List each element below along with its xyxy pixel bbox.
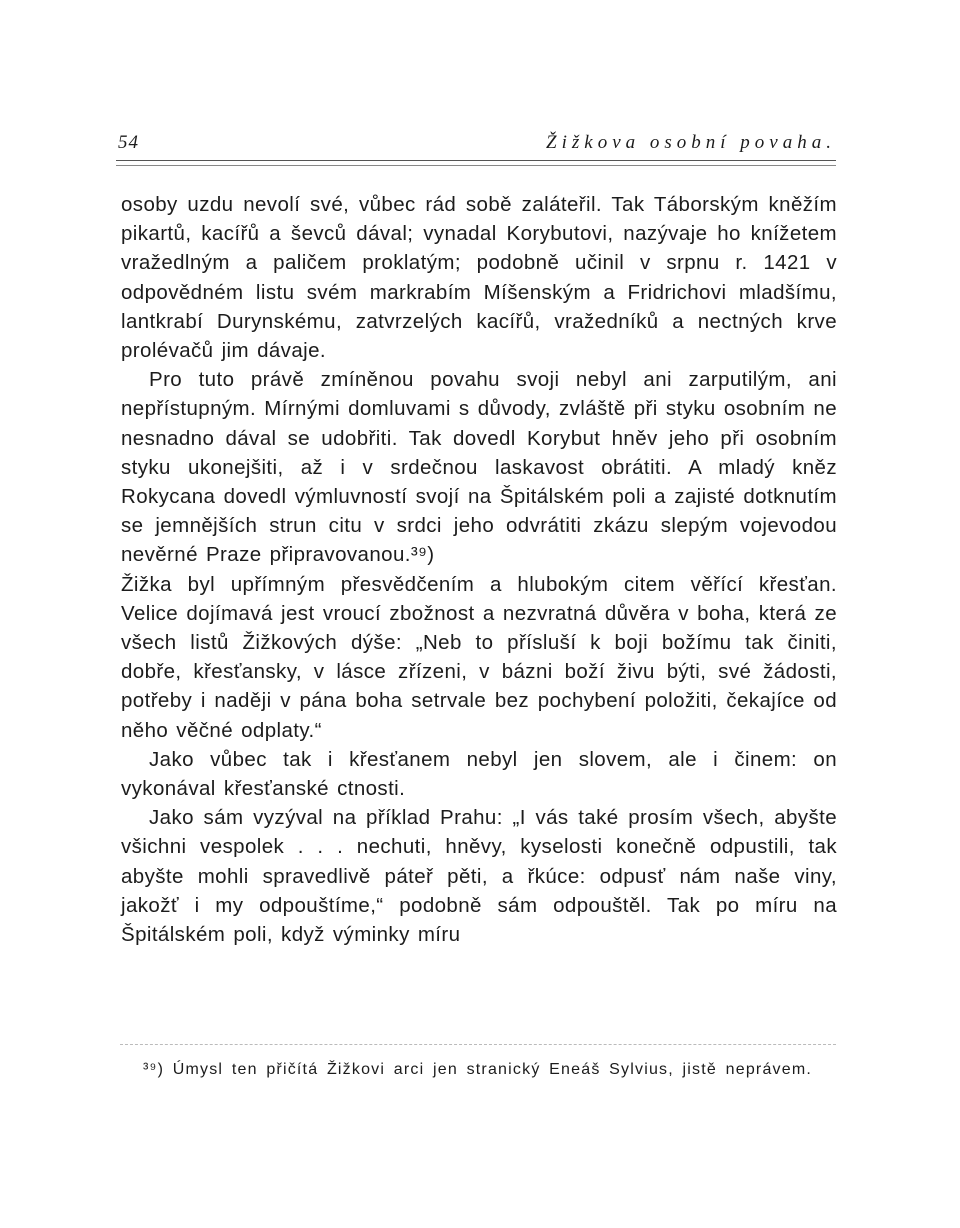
footnote (121, 1058, 837, 1082)
footnote-text: ³⁹) Úmysl ten přičítá Žižkovi arci jen stranický Eneáš Sylvius, jistě neprávem. (143, 1061, 813, 1078)
footnote-rule (120, 1044, 836, 1045)
paragraph: osoby uzdu nevolí své, vůbec rád sobě zaláteřil. Tak Táborským kněžím pikartů, kacířů a ševců dával; vynadal Korybutovi, nazývaje ho knížetem vražedlným a paličem proklatým; podobně učinil v srpnu r. 1421 v odpovědném listu svém markrabím Míšenským a Fridrichovi mladšímu, lantkrabí Durynskému, zatvrzelých kacířů, vražedníků a nectných krve prolévačů jim dávaje. (121, 193, 837, 363)
paragraph: Pro tuto právě zmíněnou povahu svoji nebyl ani zarputilým, ani nepřístupným. Mírnými domluvami s důvody, zvláště při styku osobním ne nesnadno dával se udobřiti. Tak dovedl Korybut hněv jeho při osobním styku ukonejšiti, až i v srdečnou laskavost obrátiti. A mladý kněz Rokycana dovedl výmluvností svojí na Špitálském poli a zajisté dotknutím se jemnějších strun citu v srdci jeho odvrátiti zkázu slepým vojevodou nevěrné Praze připravovanou.³⁹) (121, 368, 837, 567)
paragraph: Jako sám vyzýval na příklad Prahu: „I vás také prosím všech, abyšte všichni vespolek . . . nechuti, hněvy, kyselosti konečně odpustili, tak abyšte mohli spravedlivě páteř pěti, a řkúce: odpusť nám naše viny, jakožť i my odpouštíme,“ podobně sám odpouštěl. Tak po míru na Špitálském poli, když výminky míru (121, 806, 837, 947)
header-rule-secondary (116, 165, 836, 166)
paragraph: Žižka byl upřímným přesvědčením a hlubokým citem věřící křesťan. Velice dojímavá jest vroucí zbožnost a nezvratná důvěra v boha, která ze všech listů Žižkových dýše: „Neb to přísluší k boji božímu tak činiti, dobře, křesťansky, v lásce zřízeni, v bázni boží živu býti, své žádosti, potřeby i naději v pána boha setrvale bez pochybení položiti, čekajíce od něho věčné odplaty.“ (121, 572, 837, 742)
page-number: 54 (118, 132, 139, 153)
body-text (121, 190, 837, 949)
header-rule (116, 160, 836, 161)
paragraph: Jako vůbec tak i křesťanem nebyl jen slovem, ale i činem: on vykonával křesťanské ctnosti. (121, 747, 837, 801)
running-head: Žižkova osobní povaha. (546, 132, 836, 153)
page-header (118, 132, 836, 162)
